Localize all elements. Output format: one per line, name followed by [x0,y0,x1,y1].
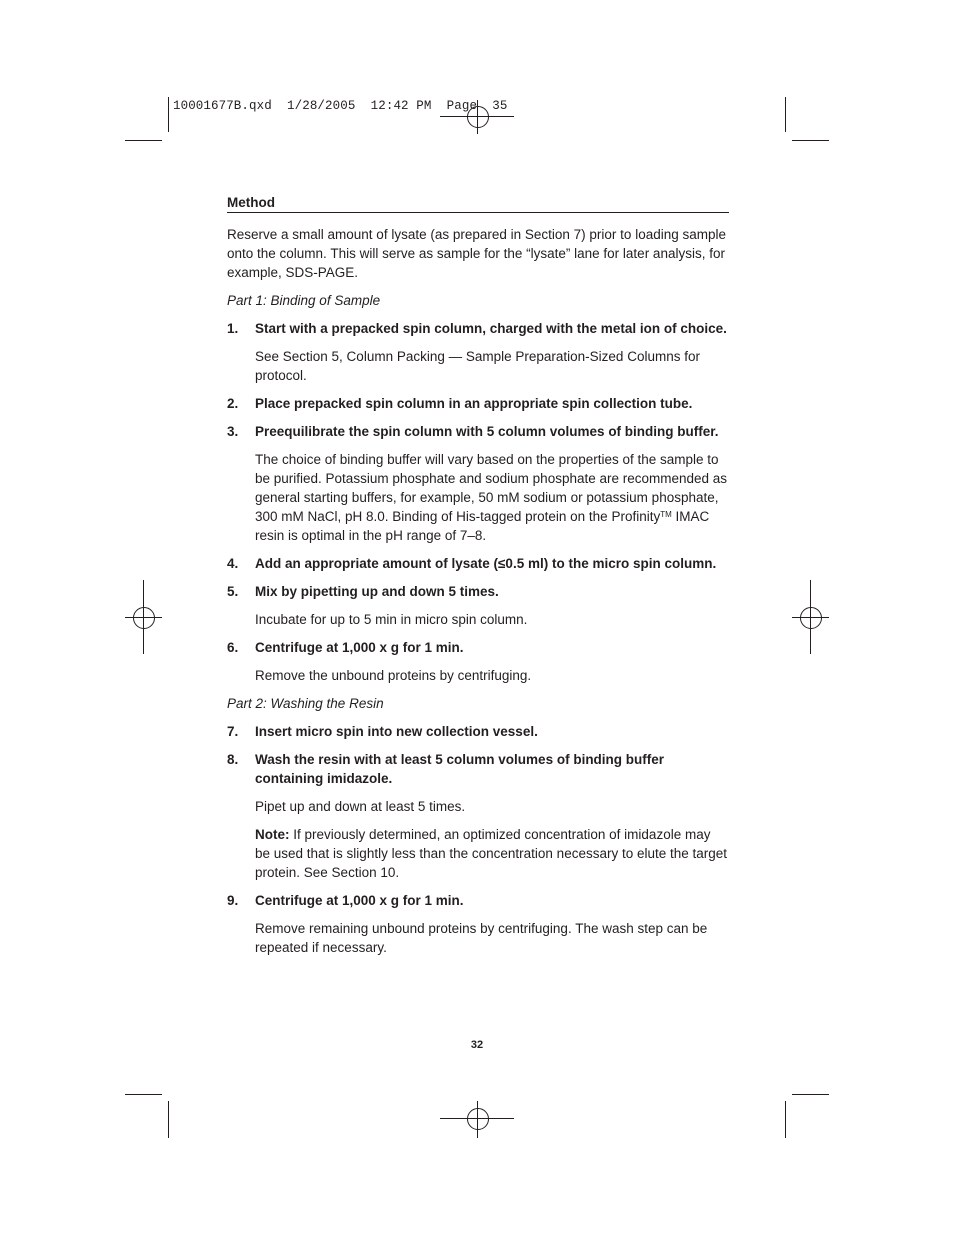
registration-mark-icon [467,1108,489,1130]
crop-mark [785,1101,786,1138]
registration-mark-line [477,1101,478,1138]
registration-mark-line [143,580,144,654]
intro-paragraph: Reserve a small amount of lysate (as prepared in Section 7) prior to loading sample onto the column. This will serve as sample for the “lysate” lane for later analysis, for example, SDS-PAGE. [227,227,726,280]
desc-text: The choice of binding buffer will vary based on the properties of the sample to be purified. Potassium phosphate and sodium phosphate are recommended as general starting buffers, for example, 50 mM sodium or potassium phosphate, 300 mM NaCl, pH 8.0. Binding of His-tagged protein on the Profinity [255,452,728,524]
step-description: Incubate for up to 5 min in micro spin column. [255,612,528,627]
step-number: 7. [227,724,239,739]
crop-mark [168,97,169,132]
crop-mark [125,1094,162,1095]
note-label: Note: [255,827,290,842]
step-number: 1. [227,321,239,336]
note-paragraph [255,825,729,882]
crop-mark [168,1101,169,1138]
step-number: 4. [227,556,239,571]
step-number: 9. [227,893,239,908]
crop-mark [792,1094,829,1095]
step-title: Add an appropriate amount of lysate (≤0.5 ml) to the micro spin column. [255,556,717,571]
step-description: Remove remaining unbound proteins by centrifuging. The wash step can be repeated if necessary. [255,921,708,955]
step-number: 2. [227,396,239,411]
step-6 [227,638,729,657]
step-title: Preequilibrate the spin column with 5 column volumes of binding buffer. [255,424,719,439]
step-1 [227,319,729,338]
registration-mark-icon [133,607,155,629]
step-9 [227,891,729,910]
slug-time: 12:42 PM [370,99,432,113]
step-number: 3. [227,424,239,439]
step-4 [227,554,729,573]
step-description: See Section 5, Column Packing — Sample Preparation-Sized Columns for protocol. [255,349,700,383]
step-description [255,450,729,545]
step-8 [227,750,729,788]
step-title: Mix by pipetting up and down 5 times. [255,584,499,599]
note-text: If previously determined, an optimized concentration of imidazole may be used that is slightly less than the concentration necessary to elute the target protein. See Section 10. [255,827,728,880]
step-number: 8. [227,752,239,767]
step-title: Place prepacked spin column in an appropriate spin collection tube. [255,396,693,411]
slug-line [173,99,507,113]
registration-mark-icon [467,106,489,128]
step-title: Centrifuge at 1,000 x g for 1 min. [255,640,464,655]
slug-page-number: 35 [492,99,508,113]
part-heading: Part 1: Binding of Sample [227,293,381,308]
step-description: Pipet up and down at least 5 times. [255,799,466,814]
step-title: Start with a prepacked spin column, charged with the metal ion of choice. [255,321,727,336]
registration-mark-line [810,580,811,654]
step-title: Centrifuge at 1,000 x g for 1 min. [255,893,464,908]
step-3 [227,422,729,441]
step-number: 5. [227,584,239,599]
section-heading: Method [227,194,729,213]
step-7 [227,722,729,741]
desc-text: IMAC resin is optimal in the pH range of 7–8. [255,509,710,543]
method-section [227,194,729,966]
registration-mark-icon [800,607,822,629]
crop-mark [792,140,829,141]
step-title: Insert micro spin into new collection vessel. [255,724,538,739]
step-number: 6. [227,640,239,655]
step-description: Remove the unbound proteins by centrifuging. [255,668,532,683]
slug-page-label: Page [446,99,478,113]
step-title: Wash the resin with at least 5 column volumes of binding buffer containing imidazole. [255,752,665,786]
page-number: 32 [470,1039,484,1051]
slug-date: 1/28/2005 [287,99,356,113]
slug-file: 10001677B.qxd [173,99,272,113]
crop-mark [785,97,786,132]
registration-mark-line [477,100,478,134]
step-2 [227,394,729,413]
crop-mark [125,140,162,141]
part-heading: Part 2: Washing the Resin [227,696,384,711]
trademark-symbol: TM [660,510,672,519]
step-5 [227,582,729,601]
